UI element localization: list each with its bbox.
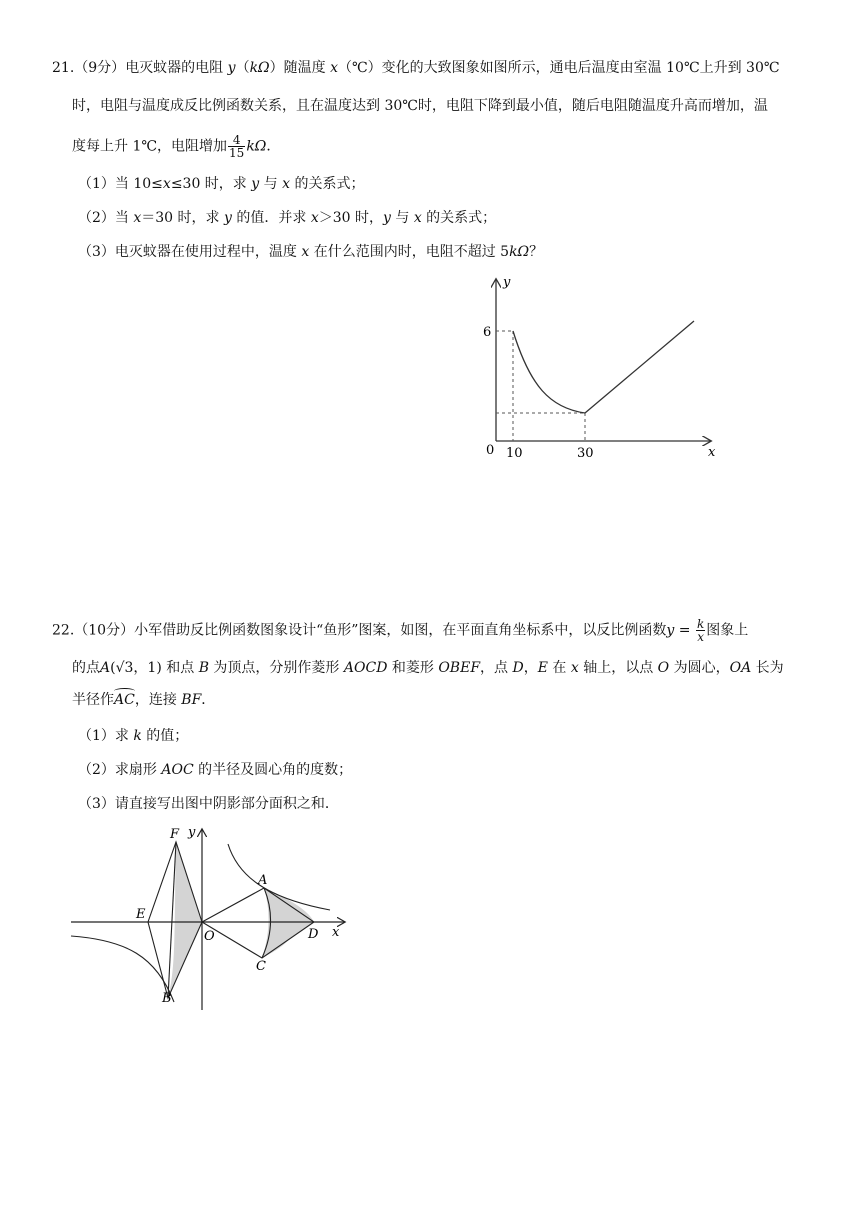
q22-fish-figure: [66, 826, 356, 1016]
q22-number: 22.: [52, 622, 75, 639]
q22-label-e: E: [136, 907, 146, 922]
q21-x-tick-10: 10: [506, 446, 523, 461]
q21-line2: 时，电阻与温度成反比例函数关系，且在温度达到 30℃时，电阻下降到最小值，随后电阻随温度升高而增加，温: [72, 98, 768, 114]
q22-label-c: C: [256, 959, 266, 974]
q21-resistance-graph: [470, 268, 730, 468]
q22-line3: 半径作AC，连接 BF．: [72, 692, 216, 708]
q21-sub1: （1）当 10≤x≤30 时，求 y 与 x 的关系式；: [78, 176, 365, 192]
arc-ac: AC: [114, 692, 135, 708]
q22-x-label: x: [332, 925, 340, 940]
q22-label-b: B: [162, 991, 172, 1006]
q22-line1: 22.（10分）小军借助反比例函数图象设计“鱼形”图案，如图，在平面直角坐标系中，以反比例函数y = $\frac{k}{x}$ 图象上: [52, 617, 749, 644]
q22-hyperbola-q3: [71, 936, 174, 1002]
q21-y-tick-6: 6: [483, 325, 492, 340]
q22-fraction: $\frac{k}{x}$: [696, 617, 705, 644]
q22-shade-left: [168, 842, 202, 998]
q21-sub2: （2）当 x＝30 时，求 y 的值．并求 x＞30 时，y 与 x 的关系式；: [78, 210, 497, 226]
q21-sub3: （3）电灭蚊器在使用过程中，温度 x 在什么范围内时，电阻不超过 5kΩ？: [78, 244, 544, 260]
q21-line3: 度每上升 1℃，电阻增加 $\frac{4}{15}$ kΩ．: [72, 133, 281, 160]
q22-line2: 的点A(√3，1) 和点 B 为顶点，分别作菱形 AOCD 和菱形 OBEF，点 D，E 在 x 轴上，以点 O 为圆心，OA 长为: [72, 660, 784, 676]
q22-sub1: （1）求 k 的值；: [78, 728, 189, 744]
q22-sub2: （2）求扇形 AOC 的半径及圆心角的度数；: [78, 762, 353, 778]
q21-score: （9分）: [74, 60, 126, 76]
q21-origin-label: 0: [486, 443, 495, 458]
q21-fraction: $\frac{4}{15}$: [229, 133, 245, 160]
q22-label-a: A: [258, 873, 268, 888]
q21-linear-segment: [585, 321, 694, 413]
q21-line1: 21.（9分）电灭蚊器的电阻 y（kΩ）随温度 x（℃）变化的大致图象如图所示，通电后温度由室温 10℃上升到 30℃: [52, 60, 780, 76]
q22-label-o: O: [204, 929, 215, 944]
q21-y-label: y: [503, 275, 511, 290]
q22-sub3: （3）请直接写出图中阴影部分面积之和．: [78, 796, 339, 812]
q21-x-label: x: [708, 445, 716, 460]
q21-x-tick-30: 30: [577, 446, 594, 461]
q22-score: （10分）: [74, 622, 135, 639]
q22-label-f: F: [170, 827, 180, 842]
q22-label-d: D: [308, 927, 319, 942]
q22-y-label: y: [188, 826, 196, 840]
q21-inverse-curve: [513, 331, 585, 413]
q21-number: 21.: [52, 60, 75, 76]
